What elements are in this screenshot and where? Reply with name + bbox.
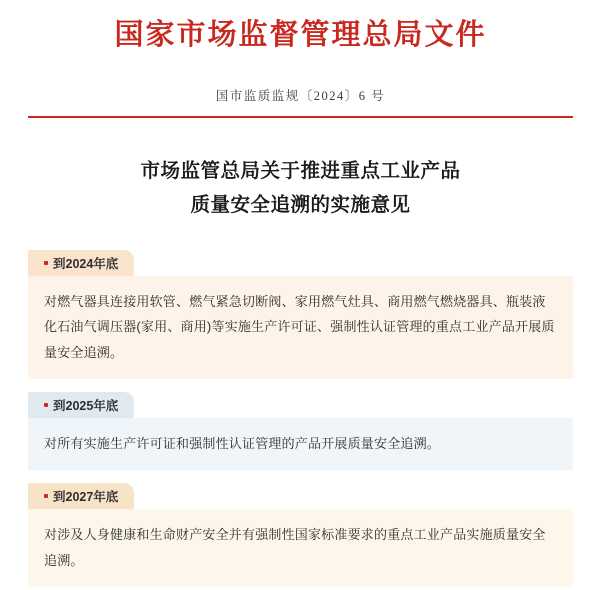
document-number: 国市监质监规〔2024〕6 号 xyxy=(215,88,386,103)
section-body-2024: 对燃气器具连接用软管、燃气紧急切断阀、家用燃气灶具、商用燃气燃烧器具、瓶装液化石油气调压器(家用、商用)等实施生产许可证、强制性认证管理的重点工业产品开展质量安全追溯。 xyxy=(28,276,573,379)
section-body-2027: 对涉及人身健康和生命财产安全并有强制性国家标准要求的重点工业产品实施质量安全追溯。 xyxy=(28,509,573,587)
red-divider-rule xyxy=(28,116,573,118)
milestone-section-2024 xyxy=(28,250,573,379)
page-title-line-1: 市场监管总局关于推进重点工业产品 xyxy=(140,160,461,182)
section-heading-2027-label: 到2027年底 xyxy=(53,490,119,505)
section-heading-2025 xyxy=(28,392,134,418)
square-bullet-icon xyxy=(44,403,48,407)
masthead-title: 国家市场监督管理总局文件 xyxy=(114,19,487,51)
square-bullet-icon xyxy=(44,261,48,265)
section-heading-2024 xyxy=(28,250,134,276)
masthead xyxy=(28,18,573,53)
square-bullet-icon xyxy=(44,494,48,498)
document-page xyxy=(0,18,601,590)
section-heading-2025-label: 到2025年底 xyxy=(53,399,119,414)
section-heading-2027 xyxy=(28,483,134,509)
milestone-section-2025 xyxy=(28,392,573,470)
page-title xyxy=(28,155,573,223)
milestone-sections xyxy=(28,250,573,587)
section-body-2025: 对所有实施生产许可证和强制性认证管理的产品开展质量安全追溯。 xyxy=(28,418,573,470)
section-heading-2024-label: 到2024年底 xyxy=(53,257,119,272)
page-title-line-2: 质量安全追溯的实施意见 xyxy=(190,194,411,216)
